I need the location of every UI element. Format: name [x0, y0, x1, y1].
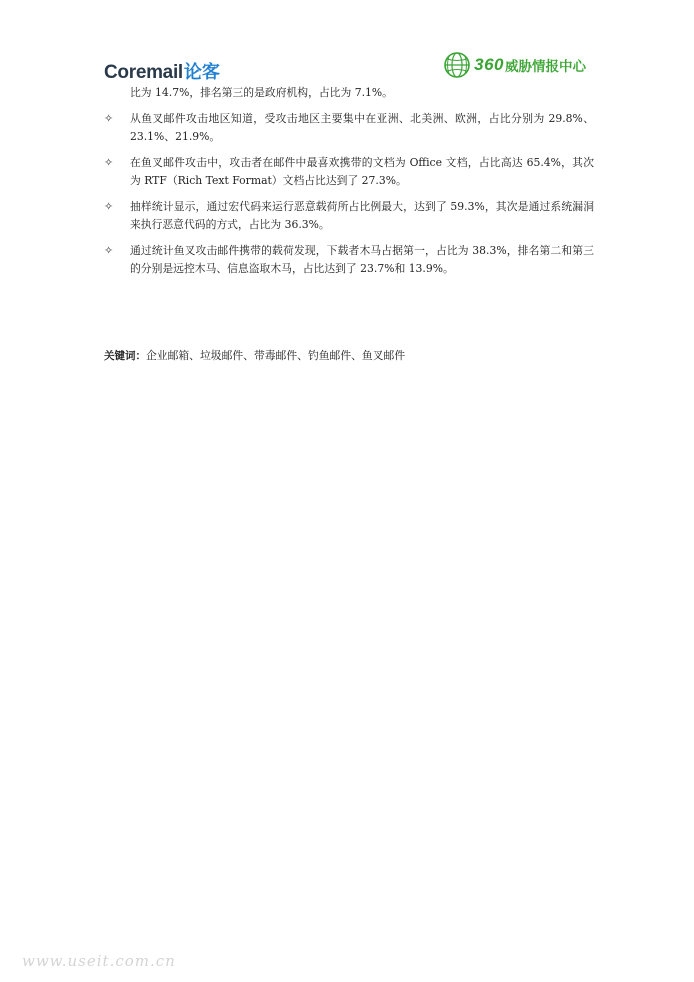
body-text	[104, 84, 594, 286]
keywords-label: 关键词：	[104, 350, 146, 362]
keywords-line	[104, 347, 405, 365]
bullet-text: 通过统计鱼叉攻击邮件携带的载荷发现，下载者木马占据第一，占比为 38.3%，排名第二和第三的分别是远控木马、信息盗取木马，占比达到了 23.7%和 13.9%。	[130, 244, 594, 275]
page-header	[104, 52, 586, 86]
bullet-text: 从鱼叉邮件攻击地区知道，受攻击地区主要集中在亚洲、北美洲、欧洲，占比分别为 29.8%、 23.1%、21.9%。	[130, 112, 594, 143]
coremail-logo-cn: 论客	[183, 62, 220, 82]
bullet-item	[104, 242, 594, 278]
bullet-item	[104, 110, 594, 146]
globe-icon	[444, 52, 470, 78]
360-logo-text: 威胁情报中心	[505, 59, 586, 74]
bullet-text: 在鱼叉邮件攻击中，攻击者在邮件中最喜欢携带的文档为 Office 文档，占比高达 65.4%，其次为 RTF（Rich Text Format）文档占比达到了 27.3%。	[130, 156, 594, 187]
keywords-text: 企业邮箱、垃圾邮件、带毒邮件、钓鱼邮件、鱼叉邮件	[146, 349, 406, 362]
site-watermark: www.useit.com.cn	[22, 952, 176, 970]
diamond-bullet-icon: ✧	[104, 200, 114, 213]
360-logo-number: 360	[474, 55, 504, 74]
coremail-logo-brand: Coremail	[104, 62, 183, 83]
diamond-bullet-icon: ✧	[104, 112, 114, 125]
diamond-bullet-icon: ✧	[104, 156, 114, 169]
diamond-bullet-icon: ✧	[104, 244, 114, 257]
bullet-text: 抽样统计显示，通过宏代码来运行恶意载荷所占比例最大，达到了 59.3%，其次是通过系统漏洞来执行恶意代码的方式，占比为 36.3%。	[130, 200, 594, 231]
360-threat-intel-logo	[444, 52, 586, 78]
bullet-item	[104, 154, 594, 190]
bullet-item	[104, 198, 594, 234]
continuation-line: 比为 14.7%，排名第三的是政府机构，占比为 7.1%。	[130, 86, 393, 99]
coremail-logo	[104, 58, 220, 84]
